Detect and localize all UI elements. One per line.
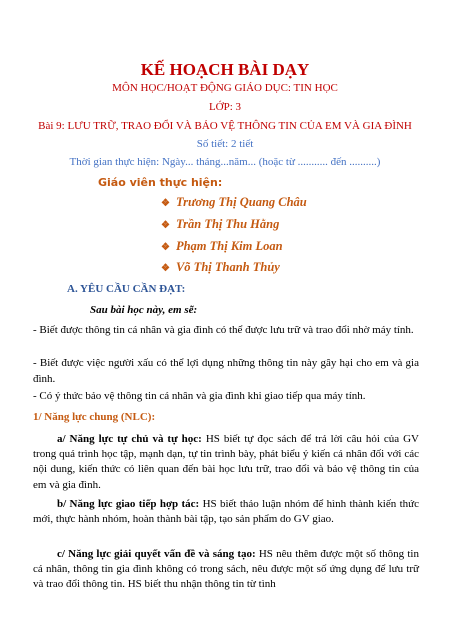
teacher-name: Trương Thị Quang Châu	[175, 195, 307, 209]
objective-item: - Biết được việc người xấu có thể lợi dụng những thông tin này gây hại cho em và gia đình.	[33, 357, 419, 385]
teacher-item	[161, 195, 307, 210]
competency-label: c/ Năng lực giải quyết vấn đề và sáng tạo:	[57, 548, 256, 560]
document-title: KẾ HOẠCH BÀI DẠY	[140, 60, 310, 79]
objective-item: - Có ý thức bảo vệ thông tin cá nhân và gia đình khi giao tiếp qua máy tính.	[33, 390, 366, 402]
grade-line: LỚP: 3	[208, 101, 242, 113]
teacher-item	[161, 260, 280, 275]
subject-line: MÔN HỌC/HOẠT ĐỘNG GIÁO DỤC: TIN HỌC	[112, 82, 338, 94]
competency-label: a/ Năng lực tự chủ và tự học:	[57, 433, 202, 445]
teacher-name: Trần Thị Thu Hằng	[175, 217, 280, 231]
section-1-heading: 1/ Năng lực chung (NLC):	[33, 411, 156, 423]
diamond-bullet-icon: ❖	[161, 242, 170, 253]
periods-line: Số tiết: 2 tiết	[196, 138, 254, 150]
intro-text: Sau bài học này, em sẽ:	[90, 304, 198, 316]
diamond-bullet-icon: ❖	[161, 263, 170, 274]
competency-text: HS nêu thêm được một số thông tin cá nhân, thông tin gia đình không có trong sách, nêu được một số ứng dụng để lưu trữ và trao đổi thông tin. HS biết thu nhận thông tin từ tình	[33, 548, 419, 591]
competency-label: b/ Năng lực giao tiếp hợp tác:	[57, 498, 200, 510]
timeline-line: Thời gian thực hiện: Ngày... tháng...năm... (hoặc từ ........... đến ..........)	[69, 156, 381, 168]
teacher-name: Võ Thị Thanh Thủy	[175, 260, 280, 274]
teacher-item	[161, 217, 279, 232]
diamond-bullet-icon: ❖	[161, 198, 170, 209]
competency-text: HS biết tự đọc sách để trả lời câu hỏi của GV trong quá trình học tập, mạnh dạn, tự tin trình bày, phát biểu ý kiến cá nhân đối với các nội dung, kiến thức có liên quan đến bài học lưu trữ, trao đổi và bảo vệ thông tin của em và gia đình.	[33, 433, 420, 491]
competency-item	[33, 497, 419, 527]
diamond-bullet-icon: ❖	[161, 220, 170, 231]
lesson-title: Bài 9: LƯU TRỮ, TRAO ĐỔI VÀ BẢO VỆ THÔNG TIN CỦA EM VÀ GIA ĐÌNH	[38, 120, 412, 132]
teacher-name: Phạm Thị Kim Loan	[175, 239, 283, 253]
competency-item	[33, 547, 419, 593]
teacher-item	[161, 239, 283, 254]
competency-text: HS biết thảo luận nhóm để hình thành kiến thức mới, thực hành nhóm, hoàn thành bài tập, tạo sản phẩm do GV giao.	[33, 498, 419, 526]
objective-item: - Biết được thông tin cá nhân và gia đình có thể được lưu trữ và trao đổi nhờ máy tính.	[33, 324, 414, 336]
competency-item	[33, 432, 419, 493]
teacher-label: Giáo viên thực hiện:	[98, 176, 223, 189]
section-a-heading: A. YÊU CẦU CẦN ĐẠT:	[67, 283, 186, 295]
